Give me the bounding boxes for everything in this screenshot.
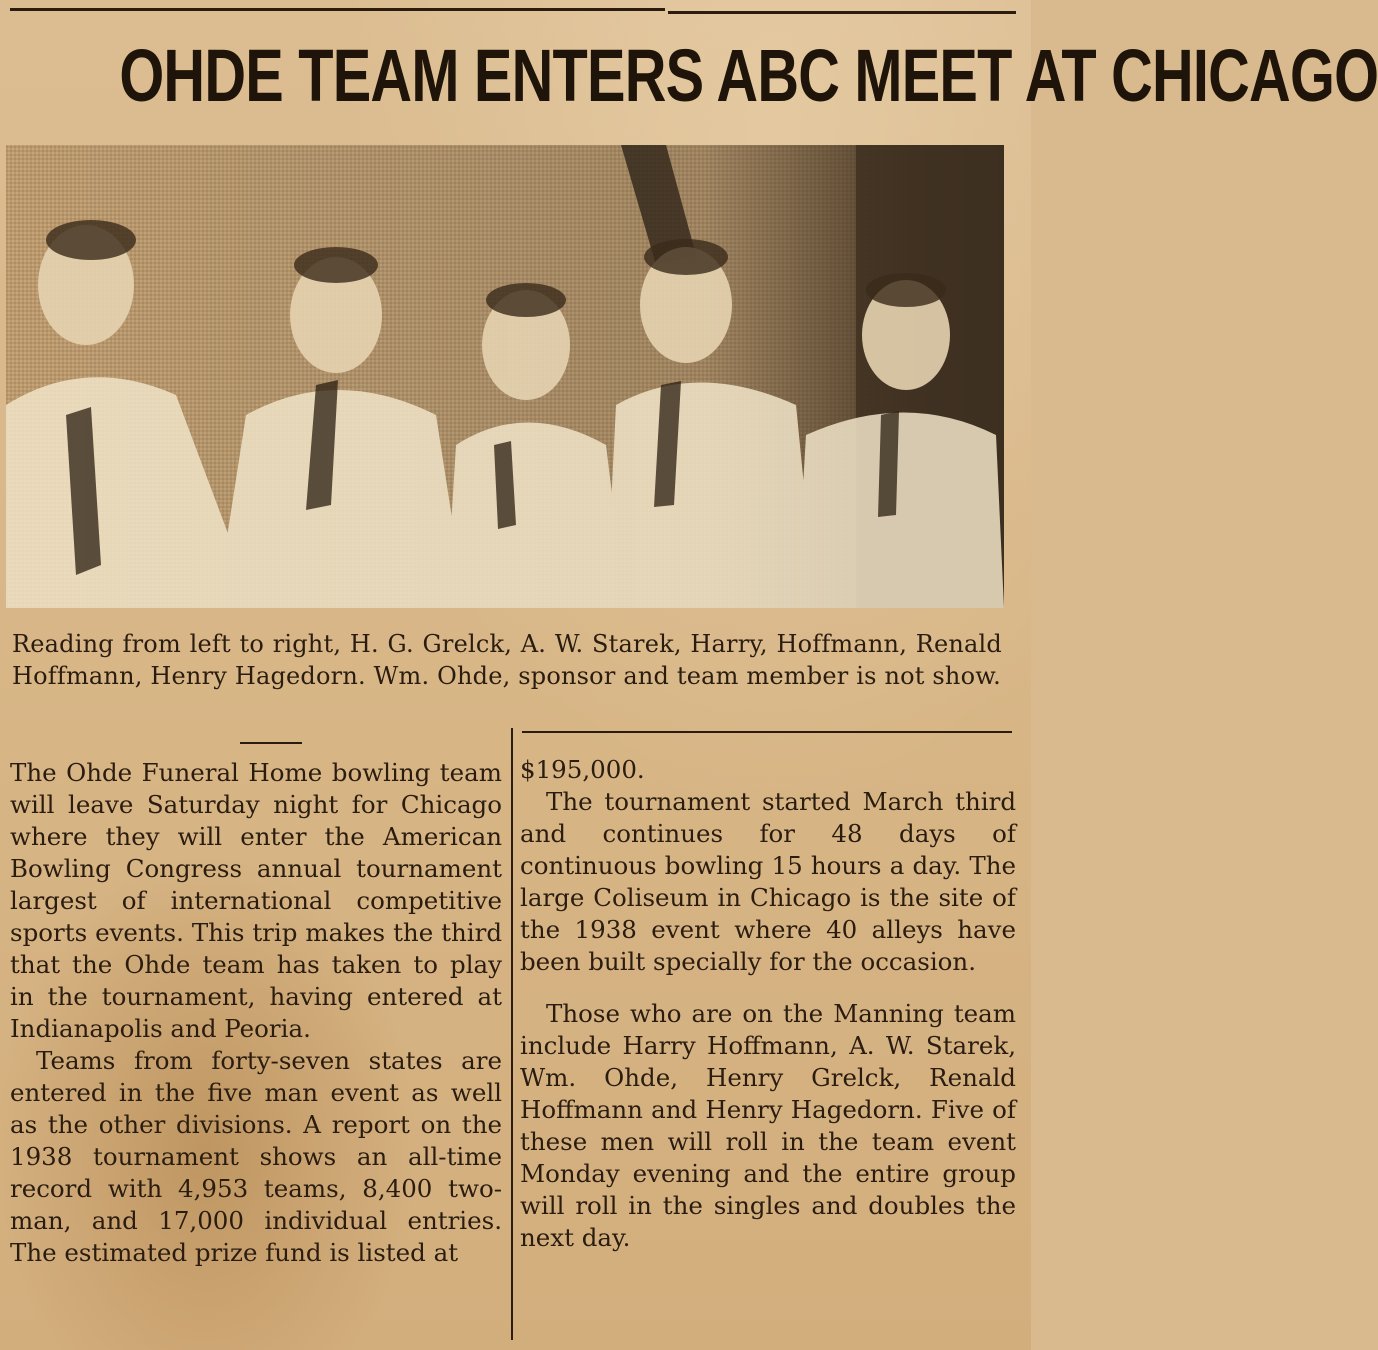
right-column-top-rule bbox=[522, 731, 1012, 733]
article-right-column bbox=[520, 754, 1016, 1254]
article-divider-short bbox=[240, 742, 302, 744]
article-left-column bbox=[10, 757, 502, 1269]
column-rule-vertical bbox=[511, 728, 513, 1340]
top-rule-left bbox=[10, 8, 665, 11]
top-rule-right bbox=[668, 11, 1016, 14]
photo-caption: Reading from left to right, H. G. Grelck, A. W. Starek, Harry, Hoffmann, Renald Hoffmann, Henry Hagedorn. Wm. Ohde, sponsor and team member is not show. bbox=[12, 630, 1002, 690]
paragraph-2: Teams from forty-seven states are entered in the five man event as well as the other divisions. A report on the 1938 tournament shows an all-time record with 4,953 teams, 8,400 two-man, and 17,000 individual entries. The estimated prize fund is listed at bbox=[10, 1046, 502, 1267]
paragraph-3: $195,000. bbox=[520, 755, 645, 784]
headline: OHDE TEAM ENTERS ABC MEET AT CHICAGO bbox=[119, 34, 1378, 117]
paragraph-5: Those who are on the Manning team include Harry Hoffmann, A. W. Starek, Wm. Ohde, Henry Grelck, Renald Hoffmann and Henry Hagedorn. Five of these men will roll in the team event Monday evening and the entire group will roll in the singles and doubles the next day. bbox=[520, 999, 1016, 1252]
paragraph-1: The Ohde Funeral Home bowling team will leave Saturday night for Chicago where they will enter the American Bowling Congress annual tournament largest of international competitive sports events. This trip makes the third that the Ohde team has taken to play in the tournament, having entered at Indianapolis and Peoria. bbox=[10, 758, 502, 1043]
paragraph-4: The tournament started March third and continues for 48 days of continuous bowling 15 hours a day. The large Coliseum in Chicago is the site of the 1938 event where 40 alleys have been built specially for the occasion. bbox=[520, 787, 1016, 976]
team-photo bbox=[6, 145, 1004, 608]
